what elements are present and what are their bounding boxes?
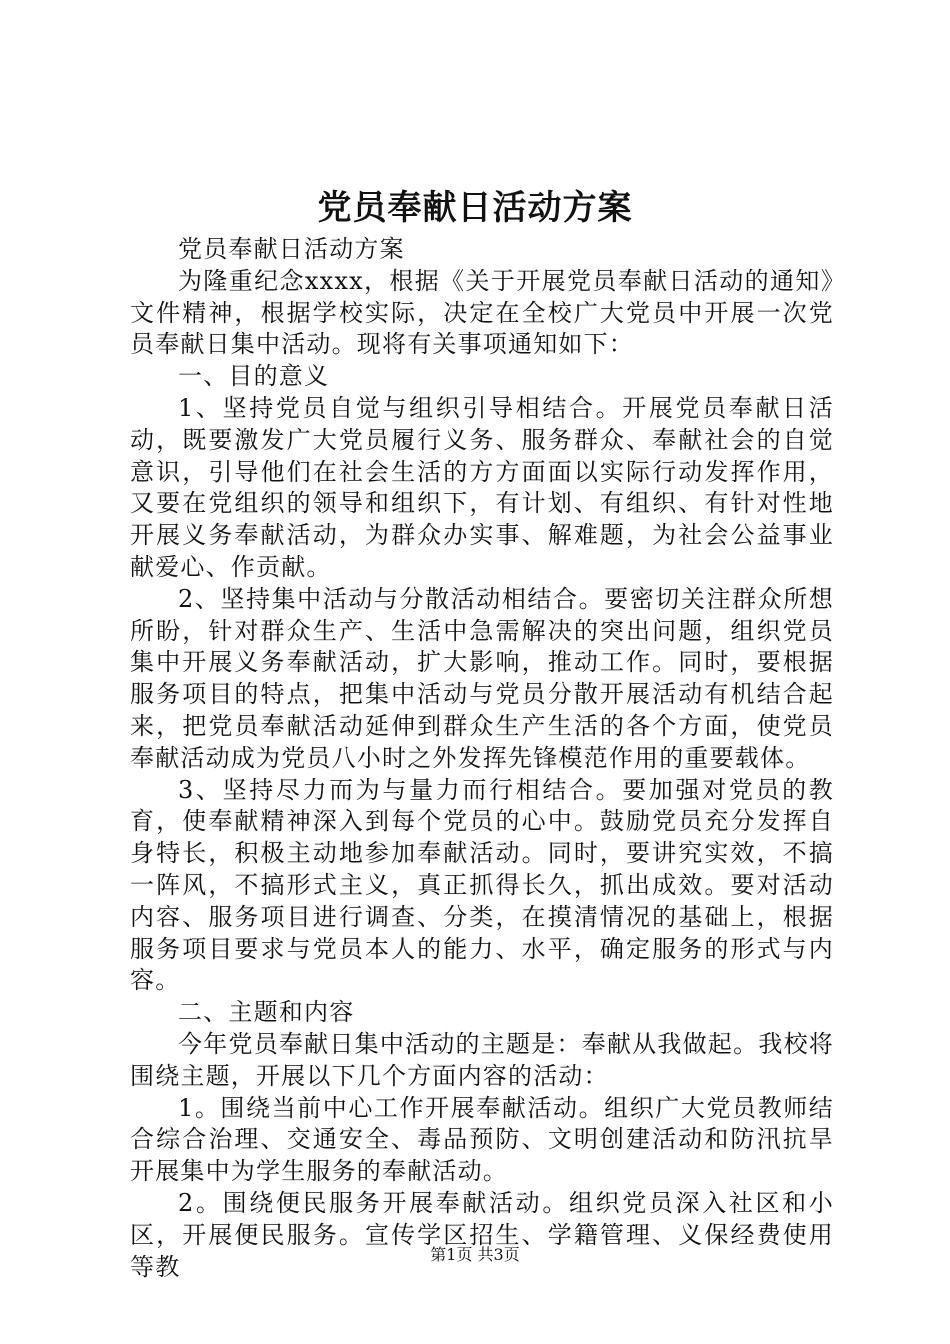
paragraph-theme-2: 2。围绕便民服务开展奉献活动。组织党员深入社区和小区，开展便民服务。宣传学区招生、学籍管理、义保经费使用等教 [130,1188,834,1281]
document-body [130,234,834,1283]
page-footer: 第1页 共3页 [430,1245,520,1264]
section-heading-theme: 二、主题和内容 [178,998,355,1027]
paragraph-purpose-3: 3、坚持尽力而为与量力而行相结合。要加强对党员的教育，使奉献精神深入到每个党员的心中。鼓励党员充分发挥自身特长，积极主动地参加奉献活动。同时，要讲究实效，不搞一阵风，不搞形式主义，真正抓得长久，抓出成效。要对活动内容、服务项目进行调查、分类，在摸清情况的基础上，根据服务项目要求与党员本人的能力、水平，确定服务的形式与内容。 [130,775,834,995]
paragraph-theme-intro: 今年党员奉献日集中活动的主题是：奉献从我做起。我校将围绕主题，开展以下几个方面内容的活动： [130,1029,834,1090]
paragraph-theme-1: 1。围绕当前中心工作开展奉献活动。组织广大党员教师结合综合治理、交通安全、毒品预防、文明创建活动和防汛抗旱开展集中为学生服务的奉献活动。 [130,1093,834,1186]
section-heading-purpose: 一、目的意义 [178,362,330,391]
paragraph-intro: 为隆重纪念xxxx，根据《关于开展党员奉献日活动的通知》文件精神，根据学校实际，决定在全校广大党员中开展一次党员奉献日集中活动。现将有关事项通知如下： [130,266,834,359]
document-title: 党员奉献日活动方案 [317,188,633,228]
paragraph-purpose-2: 2、坚持集中活动与分散活动相结合。要密切关注群众所想所盼，针对群众生产、生活中急需解决的突出问题，组织党员集中开展义务奉献活动，扩大影响，推动工作。同时，要根据服务项目的特点，把集中活动与党员分散开展活动有机结合起来，把党员奉献活动延伸到群众生产生活的各个方面，使党员奉献活动成为党员八小时之外发挥先锋模范作用的重要载体。 [130,584,834,772]
paragraph-purpose-1: 1、坚持党员自觉与组织引导相结合。开展党员奉献日活动，既要激发广大党员履行义务、服务群众、奉献社会的自觉意识，引导他们在社会生活的方方面面以实际行动发挥作用，又要在党组织的领导和组织下，有计划、有组织、有针对性地开展义务奉献活动，为群众办实事、解难题，为社会公益事业献爱心、作贡献。 [130,393,834,581]
paragraph-subtitle: 党员奉献日活动方案 [178,235,405,263]
